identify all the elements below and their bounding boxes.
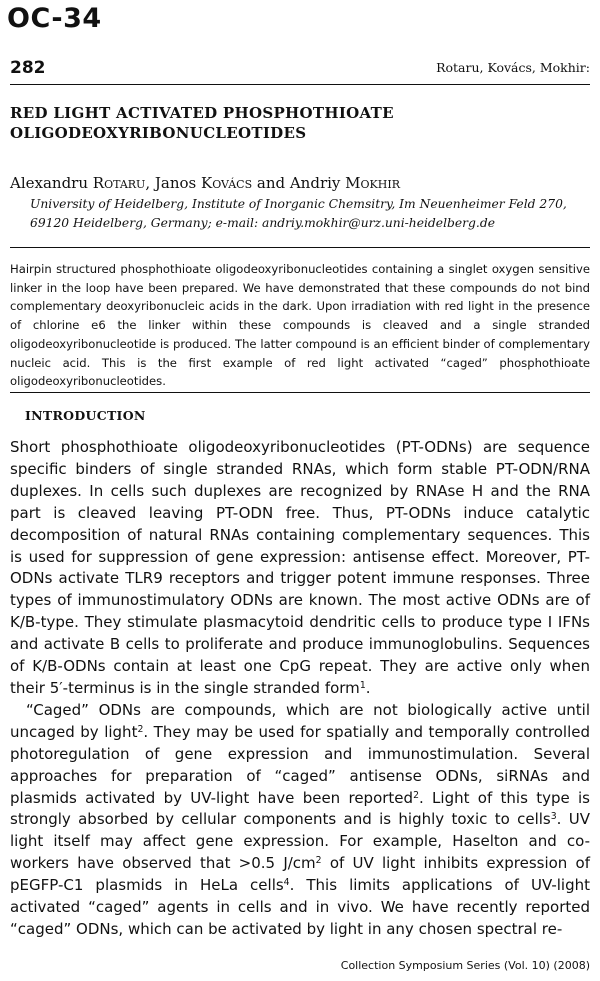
abstract-top-rule [10, 247, 590, 248]
footer: Collection Symposium Series (Vol. 10) (2008) [340, 959, 590, 972]
citation: 3 [550, 811, 557, 823]
affiliation [30, 195, 590, 233]
citation: 1 [359, 679, 366, 691]
citation: 2 [413, 789, 419, 801]
article-code: OC-34 [7, 3, 102, 34]
running-head: Rotaru, Kovács, Mokhir: [436, 60, 590, 75]
section-heading: INTRODUCTION [25, 408, 146, 423]
author-2-last: Kovács [200, 174, 253, 192]
header-rule [10, 84, 590, 85]
author-separator: and Andriy [252, 174, 346, 192]
author-1-first: Alexandru [10, 174, 93, 192]
body-text [10, 437, 590, 941]
abstract-bottom-rule [10, 392, 590, 393]
paragraph-1: Short phosphothioate oligodeoxyribonucleotides (PT-ODNs) are sequence specific binders of single stranded RNAs, which form stable PT-ODN/RNA duplexes. In cells such duplexes are recognized by RNAse H and the RNA part is cleaved leaving PT-ODN free. Thus, PT-ODNs induce catalytic decomposition of natural RNAs containing complementary sequences. This is used for suppression of gene expression: antisense effect. Moreover, PT-ODNs activate TLR9 receptors and trigger potent immune responses. Three types of immunostimulatory ODNs are known. The most active ODNs are of K/B-type. They stimulate plasmacytoid dendritic cells to produce type I IFNs and activate B cells to proliferate and produce immunoglobulins. Sequences of K/B-ODNs contain at least one CpG repeat. They are active only when their 5′-terminus is in the single stranded form$^1$. [10, 438, 590, 697]
citation: 2 [137, 723, 144, 735]
title-line-1: RED LIGHT ACTIVATED PHOSPHOTHIOATE [10, 104, 394, 122]
author-list [10, 173, 400, 193]
author-1-last: Rotaru [92, 174, 146, 192]
page-number: 282 [10, 58, 46, 78]
author-separator: , Janos [145, 174, 201, 192]
title-line-2: OLIGODEOXYRIBONUCLEOTIDES [10, 124, 307, 142]
paragraph-2: “Caged” ODNs are compounds, which are not biologically active until uncaged by light$^2$. They may be used for spatially and temporally controlled photoregulation of gene expression and immunostimulation. Several approaches for preparation of “caged” antisense ODNs, siRNAs and plasmids activated by UV-light have been reported$^2$. Light of this type is strongly absorbed by cellular components and is highly toxic to cells$^3$. UV light itself may affect gene expression. For example, Haselton and co-workers have observed that >0.5 $J/cm^2$ of UV light inhibits expression of pEGFP-C1 plasmids in HeLa cells$^4$. This limits applications of UV-light activated “caged” agents in cells and in vivo. We have recently reported “caged” ODNs, which can be activated by light in any chosen spectral re- [10, 700, 591, 938]
article-title [10, 103, 590, 143]
affiliation-line-1: University of Heidelberg, Institute of Inorganic Chemsitry, Im Neuenheimer Feld 270, [30, 197, 567, 211]
affiliation-line-2: 69120 Heidelberg, Germany; e-mail: andriy.mokhir@urz.uni-heidelberg.de [30, 216, 495, 230]
page-header [10, 57, 590, 79]
citation: 4 [283, 877, 290, 889]
author-3-last: Mokhir [345, 174, 400, 192]
abstract: Hairpin structured phosphothioate oligodeoxyribonucleotides containing a singlet oxygen sensitive linker in the loop have been prepared. We have demonstrated that these compounds do not bind complementary deoxyribonucleic acids in the dark. Upon irradiation with red light in the presence of chlorine e6 the linker within these compounds is cleaved and a single stranded oligodeoxyribonucleotide is produced. The latter compound is an efficient binder of complementary nucleic acid. This is the first example of red light activated “caged” phosphothioate oligodeoxyribonucleotides. [10, 262, 590, 389]
unit-exponent: 2 [315, 855, 322, 867]
